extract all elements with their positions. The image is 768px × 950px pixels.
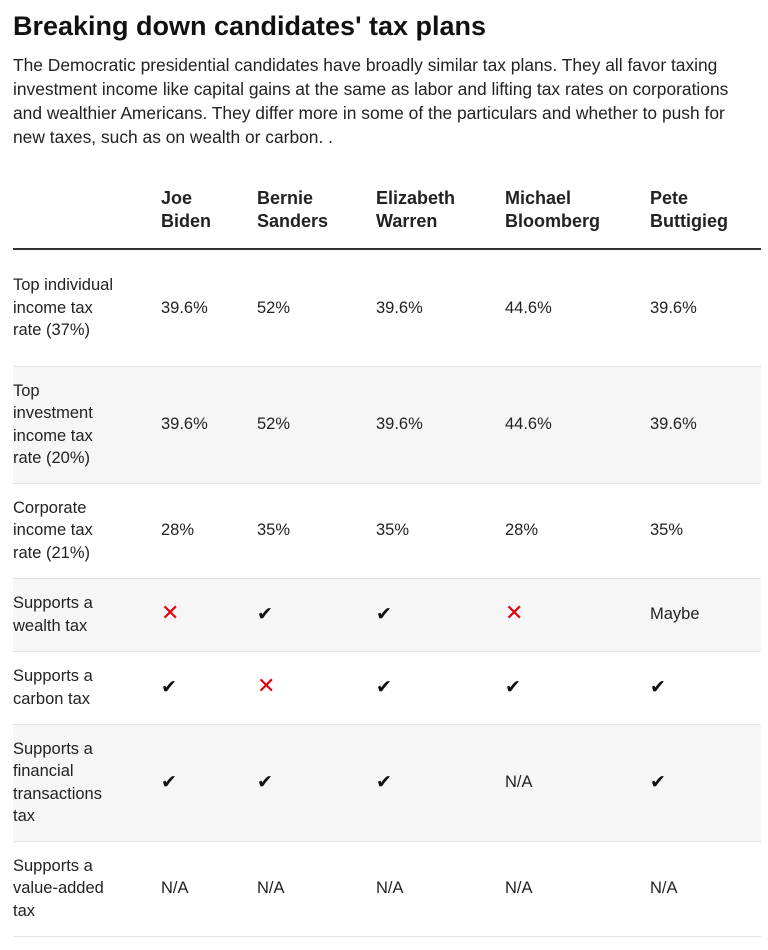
candidate-first-name: Bernie bbox=[257, 188, 314, 208]
cell-value: 39.6% bbox=[161, 298, 208, 317]
table-cell bbox=[161, 483, 257, 578]
check-icon: ✔ bbox=[376, 770, 392, 793]
table-cell bbox=[257, 651, 376, 724]
cell-value: N/A bbox=[505, 773, 533, 792]
table-cell bbox=[376, 841, 505, 936]
candidate-last-name: Biden bbox=[161, 211, 212, 231]
candidate-last-name: Bloomberg bbox=[505, 211, 601, 231]
row-label-cell bbox=[13, 651, 161, 724]
table-cell bbox=[161, 841, 257, 936]
candidate-last-name: Buttigieg bbox=[650, 211, 728, 231]
table-cell bbox=[257, 249, 376, 366]
table-row bbox=[13, 841, 761, 936]
table-cell bbox=[650, 483, 761, 578]
row-label-cell bbox=[13, 724, 161, 841]
table-row bbox=[13, 483, 761, 578]
table-cell bbox=[376, 483, 505, 578]
cell-value: N/A bbox=[650, 879, 678, 898]
corner-cell bbox=[13, 180, 161, 249]
cell-value: 52% bbox=[257, 298, 291, 317]
table-cell bbox=[650, 841, 761, 936]
row-label: Supports a financial transactions tax bbox=[13, 739, 102, 825]
candidate-last-name: Sanders bbox=[257, 211, 329, 231]
tax-plans-table bbox=[13, 180, 761, 937]
candidate-last-name: Warren bbox=[376, 211, 438, 231]
cell-value: N/A bbox=[257, 879, 285, 898]
check-icon: ✔ bbox=[376, 675, 392, 698]
candidate-first-name: Michael bbox=[505, 188, 572, 208]
check-icon: ✔ bbox=[376, 602, 392, 625]
row-label: Top individual income tax rate (37%) bbox=[13, 276, 113, 339]
table-cell bbox=[161, 724, 257, 841]
cell-value: 39.6% bbox=[650, 415, 697, 434]
table-cell bbox=[505, 724, 650, 841]
row-label: Supports a wealth tax bbox=[13, 594, 93, 635]
table-cell bbox=[257, 483, 376, 578]
candidate-header bbox=[161, 180, 257, 249]
row-label-cell bbox=[13, 249, 161, 366]
table-row bbox=[13, 366, 761, 483]
table-header bbox=[13, 180, 761, 249]
table-cell bbox=[257, 366, 376, 483]
table-cell bbox=[161, 249, 257, 366]
cell-value: 35% bbox=[257, 521, 291, 540]
row-label-cell bbox=[13, 366, 161, 483]
table-row bbox=[13, 651, 761, 724]
header-row bbox=[13, 180, 761, 249]
candidate-first-name: Joe bbox=[161, 188, 193, 208]
cell-value: 39.6% bbox=[376, 298, 423, 317]
table-cell bbox=[376, 249, 505, 366]
candidate-header bbox=[650, 180, 761, 249]
candidate-header bbox=[257, 180, 376, 249]
cell-value: 52% bbox=[257, 415, 291, 434]
row-label-cell bbox=[13, 578, 161, 651]
table-cell bbox=[376, 578, 505, 651]
cell-value: N/A bbox=[505, 879, 533, 898]
table-cell bbox=[650, 249, 761, 366]
candidate-header bbox=[376, 180, 505, 249]
check-icon: ✔ bbox=[650, 770, 666, 793]
intro-paragraph: The Democratic presidential candidates have broadly similar tax plans. They all favor taxing investment income like capital gains at the same as labor and lifting tax rates on corporations and wealthier Americans. They differ more in some of the particulars and whether to push for new taxes, such as on wealth or carbon. . bbox=[13, 55, 729, 147]
row-label: Supports a value-added tax bbox=[13, 856, 104, 920]
table-cell bbox=[505, 651, 650, 724]
row-label: Supports a carbon tax bbox=[13, 667, 93, 708]
table-cell bbox=[505, 249, 650, 366]
check-icon: ✔ bbox=[161, 770, 177, 793]
row-label-cell bbox=[13, 841, 161, 936]
cell-value: 35% bbox=[376, 521, 410, 540]
table-cell bbox=[161, 578, 257, 651]
table-row bbox=[13, 724, 761, 841]
table-cell bbox=[376, 724, 505, 841]
table-cell bbox=[505, 841, 650, 936]
table-cell bbox=[650, 366, 761, 483]
candidate-first-name: Elizabeth bbox=[376, 188, 456, 208]
check-icon: ✔ bbox=[161, 675, 177, 698]
cell-value: 44.6% bbox=[505, 415, 552, 434]
check-icon: ✔ bbox=[257, 770, 273, 793]
table-cell bbox=[650, 651, 761, 724]
check-icon: ✔ bbox=[257, 602, 273, 625]
table-cell bbox=[257, 578, 376, 651]
table-cell bbox=[376, 366, 505, 483]
row-label: Top investment income tax rate (20%) bbox=[13, 381, 93, 467]
table-body bbox=[13, 249, 761, 936]
cross-icon: ✕ bbox=[505, 600, 524, 626]
cell-value: 39.6% bbox=[376, 415, 423, 434]
row-label-cell bbox=[13, 483, 161, 578]
check-icon: ✔ bbox=[505, 675, 521, 698]
cell-value: 35% bbox=[650, 521, 684, 540]
cell-value: 28% bbox=[505, 521, 539, 540]
table-cell bbox=[161, 366, 257, 483]
candidate-first-name: Pete bbox=[650, 188, 689, 208]
table-row bbox=[13, 249, 761, 366]
cross-icon: ✕ bbox=[257, 673, 276, 699]
table-cell bbox=[505, 578, 650, 651]
table-cell bbox=[257, 724, 376, 841]
cross-icon: ✕ bbox=[161, 600, 180, 626]
candidate-header bbox=[505, 180, 650, 249]
cell-value: 39.6% bbox=[650, 298, 697, 317]
cell-value: Maybe bbox=[650, 605, 700, 624]
cell-value: N/A bbox=[376, 879, 404, 898]
cell-value: 44.6% bbox=[505, 298, 552, 317]
row-label: Corporate income tax rate (21%) bbox=[13, 498, 93, 562]
cell-value: 39.6% bbox=[161, 415, 208, 434]
cell-value: 28% bbox=[161, 521, 195, 540]
table-cell bbox=[257, 841, 376, 936]
check-icon: ✔ bbox=[650, 675, 666, 698]
cell-value: N/A bbox=[161, 879, 189, 898]
table-cell bbox=[505, 366, 650, 483]
table-cell bbox=[376, 651, 505, 724]
table-cell bbox=[505, 483, 650, 578]
page-title: Breaking down candidates' tax plans bbox=[13, 11, 487, 41]
table-row bbox=[13, 578, 761, 651]
table-cell bbox=[161, 651, 257, 724]
table-cell bbox=[650, 578, 761, 651]
table-cell bbox=[650, 724, 761, 841]
